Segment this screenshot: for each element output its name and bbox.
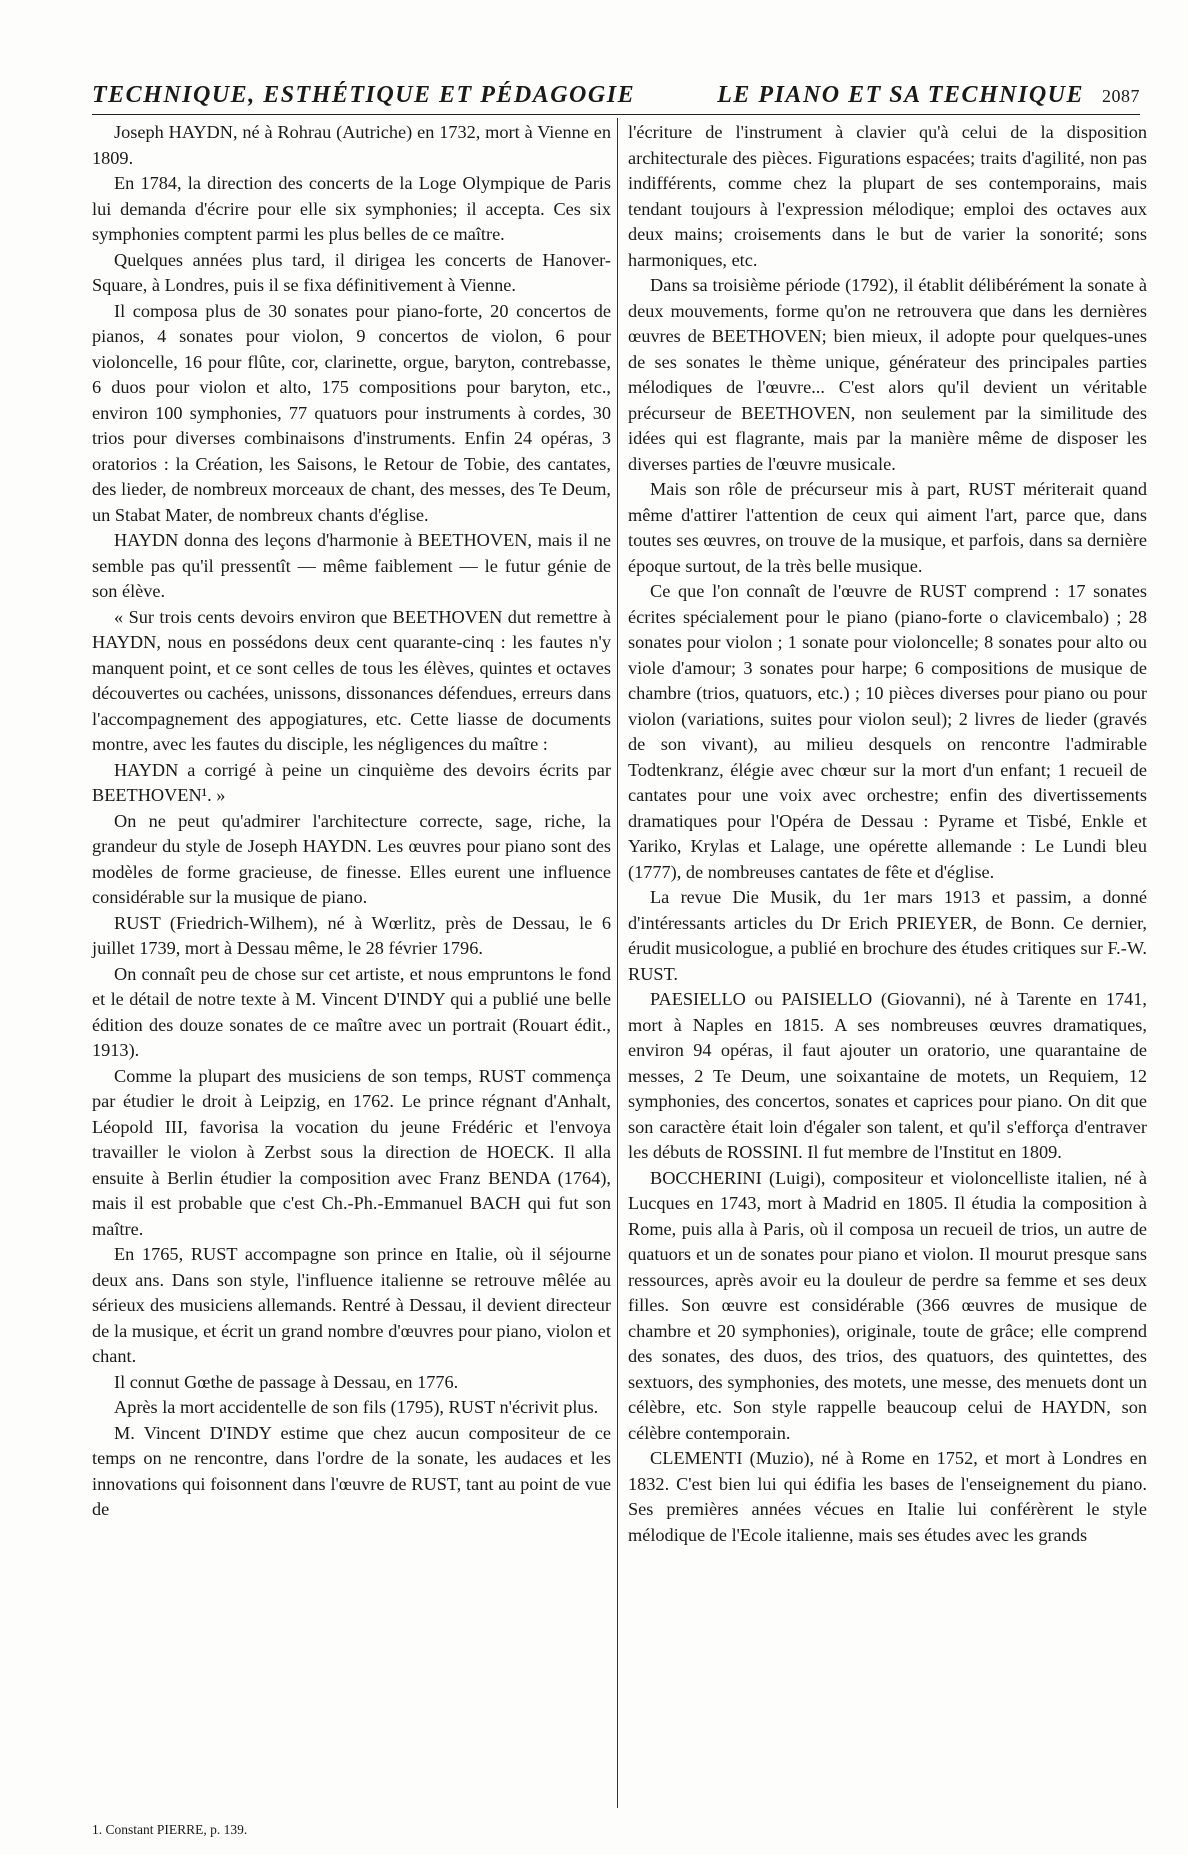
paragraph: l'écriture de l'instrument à clavier qu'à celui de la disposition architecturale des pièces. Figurations espacées; traits d'agilité, non pas indifférents, comme chez la plupart de ses contemporains, mais tendant toujours à l'expression mélodique; emploi des octaves aux deux mains; croisements dans le but de varier la sonorité; sons harmoniques, etc. bbox=[628, 122, 1147, 270]
paragraph: CLEMENTI (Muzio), né à Rome en 1752, et mort à Londres en 1832. C'est bien lui qui édifia les bases de l'enseignement du piano. Ses premières années vécues en Italie lui conférèrent le style mélodique de l'Ecole italienne, mais ses études avec les grands bbox=[628, 1448, 1147, 1545]
paragraph: En 1765, RUST accompagne son prince en Italie, où il séjourne deux ans. Dans son style, l'influence italienne se retrouve mêlée au sérieux des musiciens allemands. Rentré à Dessau, il devient directeur de la musique, et écrit un grand nombre d'œuvres pour piano, violon et chant. bbox=[92, 1244, 611, 1366]
header-left-title: TECHNIQUE, ESTHÉTIQUE ET PÉDAGOGIE bbox=[92, 82, 636, 108]
running-header bbox=[92, 82, 1140, 116]
paragraph: En 1784, la direction des concerts de la Loge Olympique de Paris lui demanda d'écrire pour elle six symphonies; il accepta. Ces six symphonies comptent parmi les plus belles de ce maître. bbox=[92, 173, 611, 244]
paragraph: Comme la plupart des musiciens de son temps, RUST commença par étudier le droit à Leipzig, en 1762. Le prince régnant d'Anhalt, Léopold III, favorisa la vocation du jeune Frédéric et l'envoya travailler le violon à Zerbst sous la direction de HOECK. Il alla ensuite à Berlin étudier la composition avec Franz BENDA (1764), mais il est probable que c'est Ch.-Ph.-Emmanuel BACH qui fut son maître. bbox=[92, 1065, 611, 1239]
paragraph: « Sur trois cents devoirs environ que BEETHOVEN dut remettre à HAYDN, nous en possédons deux cent quarante-cinq : les fautes n'y manquent point, et ce sont celles de tous les élèves, quintes et octaves découvertes ou cachées, unissons, dissonances défendues, erreurs dans l'accompagnement des appogiatures, etc. Cette liasse de documents montre, avec les fautes du disciple, les négligences du maître : bbox=[92, 606, 611, 754]
left-column bbox=[92, 120, 611, 1523]
paragraph: M. Vincent D'INDY estime que chez aucun compositeur de ce temps on ne rencontre, dans l'ordre de la sonate, les audaces et les innovations qui foisonnent dans l'œuvre de RUST, tant au point de vue de bbox=[92, 1422, 611, 1519]
paragraph: BOCCHERINI (Luigi), compositeur et violoncelliste italien, né à Lucques en 1743, mort à Madrid en 1805. Il étudia la composition à Rome, puis alla à Paris, où il composa un recueil de trios, un autre de quatuors et un de sonates pour piano et violon. Il mourut presque sans ressources, après avoir eu la douleur de perdre sa femme et ses deux filles. Son œuvre est considérable (366 œuvres de musique de chambre et 20 symphonies), originale, toute de grâce; elle comprend des sonates, des duos, des trios, des quatuors, des quintettes, des sextuors, des symphonies, des motets, une messe, des menuets dont un célèbre, etc. Son style rappelle beaucoup celui de HAYDN, son célèbre contemporain. bbox=[628, 1167, 1147, 1443]
paragraph: PAESIELLO ou PAISIELLO (Giovanni), né à Tarente en 1741, mort à Naples en 1815. A ses nombreuses œuvres dramatiques, environ 94 opéras, il faut ajouter un oratorio, une quarantaine de messes, 2 Te Deum, une soixantaine de motets, un Requiem, 12 symphonies, des concertos, sonates et caprices pour piano. On dit que son caractère était loin d'égaler son talent, et qu'il s'efforça d'entraver les débuts de ROSSINI. Il fut membre de l'Institut en 1809. bbox=[628, 989, 1147, 1162]
header-right-group bbox=[717, 82, 1140, 109]
paragraph: RUST (Friedrich-Wilhem), né à Wœrlitz, près de Dessau, le 6 juillet 1739, mort à Dessau même, le 28 février 1796. bbox=[92, 912, 611, 958]
paragraph: Quelques années plus tard, il dirigea les concerts de Hanover-Square, à Londres, puis il se fixa définitivement à Vienne. bbox=[92, 249, 611, 295]
paragraph: Il connut Gœthe de passage à Dessau, en 1776. bbox=[114, 1371, 459, 1392]
paragraph: On connaît peu de chose sur cet artiste, et nous empruntons le fond et le détail de notre texte à M. Vincent D'INDY qui a publié une belle édition des douze sonates de ce maître avec un portrait (Rouart édit., 1913). bbox=[92, 963, 611, 1060]
paragraph: Joseph HAYDN, né à Rohrau (Autriche) en 1732, mort à Vienne en 1809. bbox=[92, 122, 611, 168]
header-right-title: LE PIANO ET SA TECHNIQUE bbox=[717, 82, 1084, 108]
footnote: 1. Constant PIERRE, p. 139. bbox=[92, 1822, 248, 1837]
paragraph: Ce que l'on connaît de l'œuvre de RUST comprend : 17 sonates écrites spécialement pour le piano (piano-forte o clavicembalo) ; 28 sonates pour violon ; 1 sonate pour violoncelle; 8 sonates pour alto ou viole d'amour; 3 sonates pour harpe; 6 compositions de musique de chambre (trios, quatuors, etc.) ; 10 pièces diverses pour piano ou pour violon (variations, suites pour violon seul); 2 livres de lieder (gravés de son vivant), au milieu desquels on rencontre l'admirable Todtenkranz, élégie avec chœur sur la mort d'un enfant; 1 recueil de cantates pour une voix avec orchestre; enfin des divertissements dramatiques pour l'Opéra de Dessau : Pyrame et Tisbé, Enkle et Yariko, Krylas et Lalage, une opérette allemande : Le Lundi bleu (1777), de nombreuses cantates de fête et d'église. bbox=[628, 581, 1147, 882]
paragraph: Il composa plus de 30 sonates pour piano-forte, 20 concertos de pianos, 4 sonates pour violon, 9 concertos de violon, 6 pour violoncelle, 16 pour flûte, cor, clarinette, orgue, baryton, contrebasse, 6 duos pour violon et alto, 175 compositions pour baryton, etc., environ 100 symphonies, 77 quatuors pour instruments à cordes, 30 trios pour diverses combinaisons d'instruments. Enfin 24 opéras, 3 oratorios : la Création, les Saisons, le Retour de Tobie, des cantates, des lieder, de nombreux morceaux de chant, des messes, des Te Deum, un Stabat Mater, de nombreux chants d'église. bbox=[92, 300, 611, 525]
header-rule bbox=[92, 114, 1140, 115]
paragraph: Dans sa troisième période (1792), il établit délibérément la sonate à deux mouvements, forme qu'on ne retrouvera que dans les dernières œuvres de BEETHOVEN; bien mieux, il adopte pour quelques-unes de ses sonates le thème unique, générateur des principales parties mélodiques de l'œuvre... C'est alors qu'il devient un véritable précurseur de BEETHOVEN, non seulement par la similitude des idées qui est flagrante, mais par la manière même de disposer les diverses parties de l'œuvre musicale. bbox=[628, 275, 1147, 474]
right-column bbox=[628, 120, 1147, 1548]
column-divider bbox=[617, 118, 618, 1808]
paragraph: On ne peut qu'admirer l'architecture correcte, sage, riche, la grandeur du style de Joseph HAYDN. Les œuvres pour piano sont des modèles de forme gracieuse, de finesse. Elles eurent une influence considérable sur la musique de piano. bbox=[92, 810, 611, 907]
paragraph: La revue Die Musik, du 1er mars 1913 et passim, a donné d'intéressants articles du Dr Erich PRIEYER, de Bonn. Ce dernier, érudit musicologue, a publié en brochure des études critiques sur F.-W. RUST. bbox=[628, 887, 1147, 984]
paragraph: HAYDN a corrigé à peine un cinquième des devoirs écrits par BEETHOVEN¹. » bbox=[92, 759, 611, 805]
paragraph: Mais son rôle de précurseur mis à part, RUST mériterait quand même d'attirer l'attention de ceux qui aiment l'art, parce que, dans toutes ses œuvres, on trouve de la musique, et parfois, dans sa dernière époque surtout, de la très belle musique. bbox=[628, 479, 1147, 576]
paragraph: HAYDN donna des leçons d'harmonie à BEETHOVEN, mais il ne semble pas qu'il pressentît — même faiblement — le futur génie de son élève. bbox=[92, 530, 611, 601]
page-number: 2087 bbox=[1102, 86, 1140, 106]
paragraph: Après la mort accidentelle de son fils (1795), RUST n'écrivit plus. bbox=[114, 1397, 599, 1417]
